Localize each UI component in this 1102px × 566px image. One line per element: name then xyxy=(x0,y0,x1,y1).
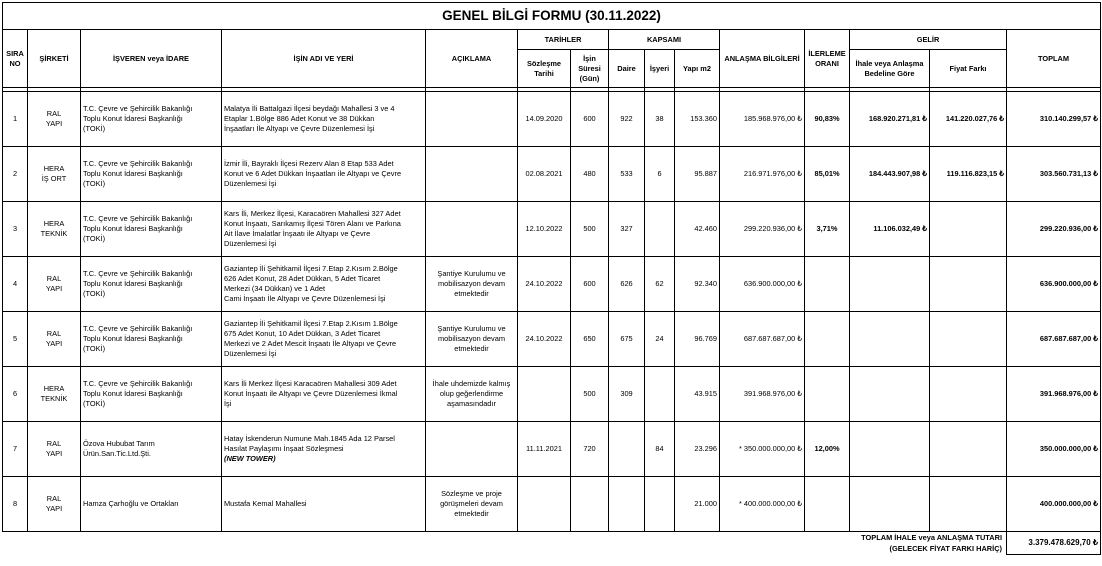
total-cell xyxy=(1007,147,1101,202)
agreement-value-cell-text: * 400.000.000,00 ₺ xyxy=(738,499,802,508)
progress-rate-cell xyxy=(805,477,850,532)
description-cell xyxy=(426,92,518,147)
header-kapsami: KAPSAMI xyxy=(609,30,720,50)
price-difference-cell-text: 119.116.823,15 ₺ xyxy=(946,169,1004,178)
contract-date-cell xyxy=(518,312,571,367)
agreement-value-cell xyxy=(720,477,805,532)
employer-cell xyxy=(81,257,222,312)
total-cell-text: 299.220.936,00 ₺ xyxy=(1039,224,1098,233)
total-cell-text: 350.000.000,00 ₺ xyxy=(1039,444,1098,453)
employer-cell-text: T.C. Çevre ve Şehircilik Bakanlığı Toplu Konut İdaresi Başkanlığı (TOKİ) xyxy=(83,379,193,408)
table-row xyxy=(3,367,1101,422)
units-cell xyxy=(609,257,645,312)
table-row xyxy=(3,257,1101,312)
area-m2-cell xyxy=(675,257,720,312)
company-cell-text: HERA İŞ ORT xyxy=(41,164,67,183)
description-cell xyxy=(426,312,518,367)
company-cell xyxy=(28,257,81,312)
total-cell xyxy=(1007,312,1101,367)
tender-income-cell xyxy=(850,477,930,532)
price-difference-cell xyxy=(930,477,1007,532)
project-name-cell-text: Gaziantep İli Şehitkamil İlçesi 7.Etap 2.Kısım 2.Bölge 626 Adet Konut, 28 Adet Dükkan, 5 Adet Ticaret Merkezi (34 Dükkan) ve 1 Adet Cami İnşaatı İle Altyapı ve Çevre Düzenlemesi İşi xyxy=(224,264,398,303)
header-tarihler: TARİHLER xyxy=(518,30,609,50)
duration-cell-text: 480 xyxy=(583,169,596,178)
agreement-value-cell-text: 391.968.976,00 ₺ xyxy=(743,389,802,398)
tender-income-cell xyxy=(850,202,930,257)
area-m2-cell-text: 153.360 xyxy=(690,114,717,123)
header-yapi-m2: Yapı m2 xyxy=(675,50,720,88)
units-cell-text: 922 xyxy=(620,114,633,123)
total-cell xyxy=(1007,422,1101,477)
workplace-cell xyxy=(645,422,675,477)
header-gelir: GELİR xyxy=(850,30,1007,50)
header-sozlesme-tarihi: Sözleşme Tarihi xyxy=(518,50,571,88)
units-cell-text: 675 xyxy=(620,334,633,343)
company-cell-text: RAL YAPI xyxy=(45,439,63,458)
total-cell xyxy=(1007,477,1101,532)
workplace-cell-text: 38 xyxy=(655,114,664,123)
company-cell-text: RAL YAPI xyxy=(45,274,63,293)
area-m2-cell-text: 43.915 xyxy=(694,389,717,398)
progress-rate-cell xyxy=(805,312,850,367)
header-daire: Daire xyxy=(609,50,645,88)
project-name-cell xyxy=(222,202,426,257)
duration-cell xyxy=(571,202,609,257)
area-m2-cell xyxy=(675,367,720,422)
row-number-cell xyxy=(3,422,28,477)
company-cell xyxy=(28,147,81,202)
units-cell-text: 309 xyxy=(620,389,633,398)
price-difference-cell xyxy=(930,367,1007,422)
tender-income-cell xyxy=(850,312,930,367)
total-cell-text: 391.968.976,00 ₺ xyxy=(1039,389,1098,398)
workplace-cell xyxy=(645,312,675,367)
agreement-value-cell-text: 216.971.976,00 ₺ xyxy=(743,169,802,178)
area-m2-cell-text: 21.000 xyxy=(694,499,717,508)
units-cell-text: 327 xyxy=(620,224,633,233)
contract-date-cell xyxy=(518,477,571,532)
employer-cell-text: T.C. Çevre ve Şehircilik Bakanlığı Toplu Konut İdaresi Başkanlığı (TOKİ) xyxy=(83,159,193,188)
duration-cell xyxy=(571,92,609,147)
workplace-cell xyxy=(645,202,675,257)
row-number-cell xyxy=(3,477,28,532)
area-m2-cell-text: 42.460 xyxy=(694,224,717,233)
workplace-cell-text: 62 xyxy=(655,279,664,288)
employer-cell xyxy=(81,147,222,202)
table-row xyxy=(3,202,1101,257)
row-number-cell xyxy=(3,202,28,257)
progress-rate-cell xyxy=(805,257,850,312)
agreement-value-cell-text: 636.900.000,00 ₺ xyxy=(743,279,802,288)
company-cell xyxy=(28,202,81,257)
header-sira-no: SIRA NO xyxy=(3,30,28,88)
contract-date-cell xyxy=(518,257,571,312)
total-cell xyxy=(1007,202,1101,257)
header-isyeri: İşyeri xyxy=(645,50,675,88)
project-note-text: (NEW TOWER) xyxy=(224,454,276,463)
price-difference-cell xyxy=(930,92,1007,147)
description-cell xyxy=(426,477,518,532)
header-anlasma: ANLAŞMA BİLGİLERİ xyxy=(720,30,805,88)
employer-cell xyxy=(81,422,222,477)
agreement-value-cell xyxy=(720,367,805,422)
progress-rate-cell-text: 90,83% xyxy=(814,114,840,123)
description-cell-text: Sözleşme ve proje görüşmeleri devam etmektedir xyxy=(440,489,503,518)
contract-date-cell-text: 14.09.2020 xyxy=(525,114,563,123)
header-toplam: TOPLAM xyxy=(1007,30,1101,88)
workplace-cell xyxy=(645,257,675,312)
company-cell xyxy=(28,367,81,422)
company-cell-text: RAL YAPI xyxy=(45,329,63,348)
project-name-cell-text: Kars İli Merkez İlçesi Karacaören Mahallesi 309 Adet Konut İnşaatı ile Altyapı ve Çevre Düzenlemesi İkmal İşi xyxy=(224,379,398,408)
row-number-cell xyxy=(3,92,28,147)
company-cell xyxy=(28,312,81,367)
progress-rate-cell xyxy=(805,202,850,257)
workplace-cell-text: 6 xyxy=(657,169,662,178)
project-name-cell xyxy=(222,367,426,422)
area-m2-cell-text: 95.887 xyxy=(694,169,717,178)
table-row xyxy=(3,422,1101,477)
price-difference-cell xyxy=(930,202,1007,257)
units-cell xyxy=(609,312,645,367)
company-cell xyxy=(28,477,81,532)
row-number-cell xyxy=(3,257,28,312)
duration-cell-text: 600 xyxy=(583,114,596,123)
total-cell-text: 310.140.299,57 ₺ xyxy=(1039,114,1098,123)
header-sirket: ŞİRKETİ xyxy=(28,30,81,88)
tender-income-cell xyxy=(850,257,930,312)
units-cell xyxy=(609,422,645,477)
duration-cell-text: 500 xyxy=(583,224,596,233)
header-isin-suresi: İşin Süresi (Gün) xyxy=(571,50,609,88)
price-difference-cell-text: 141.220.027,76 ₺ xyxy=(945,114,1004,123)
employer-cell xyxy=(81,202,222,257)
total-cell xyxy=(1007,92,1101,147)
project-name-cell xyxy=(222,422,426,477)
duration-cell-text: 650 xyxy=(583,334,596,343)
tender-income-cell-text: 184.443.907,98 ₺ xyxy=(868,169,927,178)
project-name-cell-text: Hatay İskenderun Numune Mah.1845 Ada 12 Parsel Hasılat Paylaşımı İnşaat Sözleşmesi xyxy=(224,434,395,453)
project-name-cell-text: Kars İli, Merkez İlçesi, Karacaören Mahallesi 327 Adet Konut İnşaatı, Sarıkamış İlçesi Tören Alanı ve Parkına Ait İlave İmalatlar İnşaatı ile Altyapı ve Çevre Düzenlemesi İşi xyxy=(224,209,401,248)
row-number-cell xyxy=(3,147,28,202)
page-title: GENEL BİLGİ FORMU (30.11.2022) xyxy=(3,3,1101,30)
area-m2-cell xyxy=(675,422,720,477)
area-m2-cell xyxy=(675,202,720,257)
area-m2-cell xyxy=(675,92,720,147)
progress-rate-cell xyxy=(805,367,850,422)
agreement-value-cell-text: 687.687.687,00 ₺ xyxy=(743,334,802,343)
duration-cell-text: 500 xyxy=(583,389,596,398)
employer-cell xyxy=(81,477,222,532)
contract-date-cell-text: 24.10.2022 xyxy=(525,279,563,288)
employer-cell-text: T.C. Çevre ve Şehircilik Bakanlığı Toplu Konut İdaresi Başkanlığı (TOKİ) xyxy=(83,324,193,353)
area-m2-cell xyxy=(675,477,720,532)
duration-cell xyxy=(571,312,609,367)
project-name-cell xyxy=(222,312,426,367)
project-name-cell xyxy=(222,257,426,312)
workplace-cell-text: 84 xyxy=(655,444,664,453)
total-cell-text: 303.560.731,13 ₺ xyxy=(1039,169,1098,178)
area-m2-cell-text: 96.769 xyxy=(694,334,717,343)
project-name-cell xyxy=(222,477,426,532)
workplace-cell xyxy=(645,477,675,532)
tender-income-cell xyxy=(850,367,930,422)
employer-cell-text: T.C. Çevre ve Şehircilik Bakanlığı Toplu Konut İdaresi Başkanlığı (TOKİ) xyxy=(83,214,193,243)
employer-cell xyxy=(81,92,222,147)
company-cell-text: HERA TEKNİK xyxy=(40,219,68,238)
contract-date-cell xyxy=(518,147,571,202)
progress-rate-cell xyxy=(805,147,850,202)
contract-date-cell-text: 12.10.2022 xyxy=(525,224,563,233)
row-number-cell xyxy=(3,312,28,367)
tender-income-cell xyxy=(850,147,930,202)
company-cell xyxy=(28,92,81,147)
area-m2-cell-text: 23.296 xyxy=(694,444,717,453)
contract-date-cell-text: 24.10.2022 xyxy=(525,334,563,343)
total-cell xyxy=(1007,257,1101,312)
project-name-cell-text: İzmir İli, Bayraklı İlçesi Rezerv Alan 8 Etap 533 Adet Konut ve 6 Adet Dükkan İnşaatları ile Altyapı ve Çevre Düzenlemesi İşi xyxy=(224,159,402,188)
progress-rate-cell-text: 3,71% xyxy=(816,224,838,233)
description-cell xyxy=(426,147,518,202)
contract-date-cell xyxy=(518,202,571,257)
tender-income-cell xyxy=(850,422,930,477)
header-aciklama: AÇIKLAMA xyxy=(426,30,518,88)
table-row xyxy=(3,92,1101,147)
company-cell xyxy=(28,422,81,477)
duration-cell xyxy=(571,367,609,422)
table-row xyxy=(3,147,1101,202)
price-difference-cell xyxy=(930,147,1007,202)
description-cell xyxy=(426,257,518,312)
employer-cell xyxy=(81,312,222,367)
units-cell-text: 533 xyxy=(620,169,633,178)
area-m2-cell xyxy=(675,312,720,367)
grand-total-label: TOPLAM İHALE veya ANLAŞMA TUTARI (GELECEK FİYAT FARKI HARİÇ) xyxy=(861,533,1002,554)
row-number-cell-text: 5 xyxy=(12,334,18,343)
row-number-cell-text: 3 xyxy=(12,224,18,233)
area-m2-cell xyxy=(675,147,720,202)
total-cell-text: 687.687.687,00 ₺ xyxy=(1039,334,1098,343)
price-difference-cell xyxy=(930,257,1007,312)
header-isveren: İŞVEREN veya İDARE xyxy=(81,30,222,88)
employer-cell-text: Özova Hububat Tarım Ürün.San.Tic.Ltd.Şti. xyxy=(83,439,155,458)
row-number-cell-text: 4 xyxy=(12,279,18,288)
agreement-value-cell xyxy=(720,147,805,202)
units-cell xyxy=(609,477,645,532)
total-cell-text: 400.000.000,00 ₺ xyxy=(1039,499,1098,508)
project-name-cell-text: Gaziantep İli Şehitkamil İlçesi 7.Etap 2.Kısım 1.Bölge 675 Adet Konut, 10 Adet Dükkan, 3 Adet Ticaret Merkezi ve 2 Adet Mescit İnşaatı İle Altyapı ve Çevre Düzenlemesi İşi xyxy=(224,319,398,358)
area-m2-cell-text: 92.340 xyxy=(694,279,717,288)
progress-rate-cell xyxy=(805,92,850,147)
workplace-cell xyxy=(645,147,675,202)
table-row xyxy=(3,477,1101,532)
units-cell xyxy=(609,367,645,422)
employer-cell xyxy=(81,367,222,422)
progress-rate-cell-text: 12,00% xyxy=(814,444,840,453)
units-cell xyxy=(609,202,645,257)
total-row xyxy=(3,532,1101,555)
row-number-cell-text: 6 xyxy=(12,389,18,398)
description-cell-text: Şantiye Kurulumu ve mobilisazyon devam etmektedir xyxy=(437,324,506,353)
description-cell xyxy=(426,202,518,257)
table-row xyxy=(3,312,1101,367)
tender-income-cell-text: 168.920.271,81 ₺ xyxy=(868,114,927,123)
duration-cell-text: 600 xyxy=(583,279,596,288)
agreement-value-cell xyxy=(720,257,805,312)
agreement-value-cell-text: 299.220.936,00 ₺ xyxy=(743,224,802,233)
general-info-table xyxy=(2,2,1101,555)
price-difference-cell xyxy=(930,312,1007,367)
contract-date-cell xyxy=(518,422,571,477)
duration-cell xyxy=(571,257,609,312)
units-cell xyxy=(609,147,645,202)
progress-rate-cell-text: 85,01% xyxy=(814,169,840,178)
description-cell xyxy=(426,367,518,422)
duration-cell xyxy=(571,422,609,477)
agreement-value-cell-text: 185.968.976,00 ₺ xyxy=(743,114,802,123)
workplace-cell xyxy=(645,367,675,422)
contract-date-cell-text: 11.11.2021 xyxy=(526,444,562,453)
agreement-value-cell xyxy=(720,422,805,477)
tender-income-cell-text: 11.106.032,49 ₺ xyxy=(873,224,927,233)
workplace-cell xyxy=(645,92,675,147)
employer-cell-text: Hamza Çarhoğlu ve Ortakları xyxy=(83,499,179,508)
row-number-cell-text: 2 xyxy=(12,169,18,178)
duration-cell xyxy=(571,477,609,532)
employer-cell-text: T.C. Çevre ve Şehircilik Bakanlığı Toplu Konut İdaresi Başkanlığı (TOKİ) xyxy=(83,104,193,133)
project-name-cell xyxy=(222,92,426,147)
agreement-value-cell xyxy=(720,202,805,257)
tender-income-cell xyxy=(850,92,930,147)
employer-cell-text: T.C. Çevre ve Şehircilik Bakanlığı Toplu Konut İdaresi Başkanlığı (TOKİ) xyxy=(83,269,193,298)
total-cell-text: 636.900.000,00 ₺ xyxy=(1039,279,1098,288)
grand-total-value: 3.379.478.629,70 ₺ xyxy=(1007,532,1101,555)
contract-date-cell xyxy=(518,92,571,147)
description-cell xyxy=(426,422,518,477)
header-ihale-bedeli: İhale veya Anlaşma Bedeline Göre xyxy=(850,50,930,88)
duration-cell-text: 720 xyxy=(583,444,596,453)
row-number-cell-text: 7 xyxy=(12,444,18,453)
row-number-cell-text: 8 xyxy=(12,499,18,508)
agreement-value-cell xyxy=(720,312,805,367)
workplace-cell-text: 24 xyxy=(655,334,664,343)
row-number-cell xyxy=(3,367,28,422)
units-cell xyxy=(609,92,645,147)
row-number-cell-text: 1 xyxy=(12,114,18,123)
contract-date-cell-text: 02.08.2021 xyxy=(525,169,563,178)
company-cell-text: RAL YAPI xyxy=(45,109,63,128)
header-fiyat-farki: Fiyat Farkı xyxy=(930,50,1007,88)
project-name-cell xyxy=(222,147,426,202)
price-difference-cell xyxy=(930,422,1007,477)
company-cell-text: RAL YAPI xyxy=(45,494,63,513)
agreement-value-cell-text: * 350.000.000,00 ₺ xyxy=(738,444,802,453)
duration-cell xyxy=(571,147,609,202)
project-name-cell-text: Malatya İli Battalgazi İlçesi beydağı Mahallesi 3 ve 4 Etaplar 1.Bölge 886 Adet Konut ve 38 Dükkan İnşaatları İle Altyapı ve Çevre Düzenlemesi İşi xyxy=(224,104,395,133)
progress-rate-cell xyxy=(805,422,850,477)
header-isin-adi: İŞİN ADI VE YERİ xyxy=(222,30,426,88)
company-cell-text: HERA TEKNİK xyxy=(40,384,68,403)
contract-date-cell xyxy=(518,367,571,422)
description-cell-text: İhale uhdemizde kalmış olup geğerlendirme aşamasındadır xyxy=(432,379,511,408)
units-cell-text: 626 xyxy=(620,279,633,288)
description-cell-text: Şantiye Kurulumu ve mobilisazyon devam etmektedir xyxy=(437,269,506,298)
agreement-value-cell xyxy=(720,92,805,147)
total-cell xyxy=(1007,367,1101,422)
header-ilerleme: İLERLEME ORANI xyxy=(805,30,850,88)
project-name-cell-text: Mustafa Kemal Mahallesi xyxy=(224,499,307,508)
